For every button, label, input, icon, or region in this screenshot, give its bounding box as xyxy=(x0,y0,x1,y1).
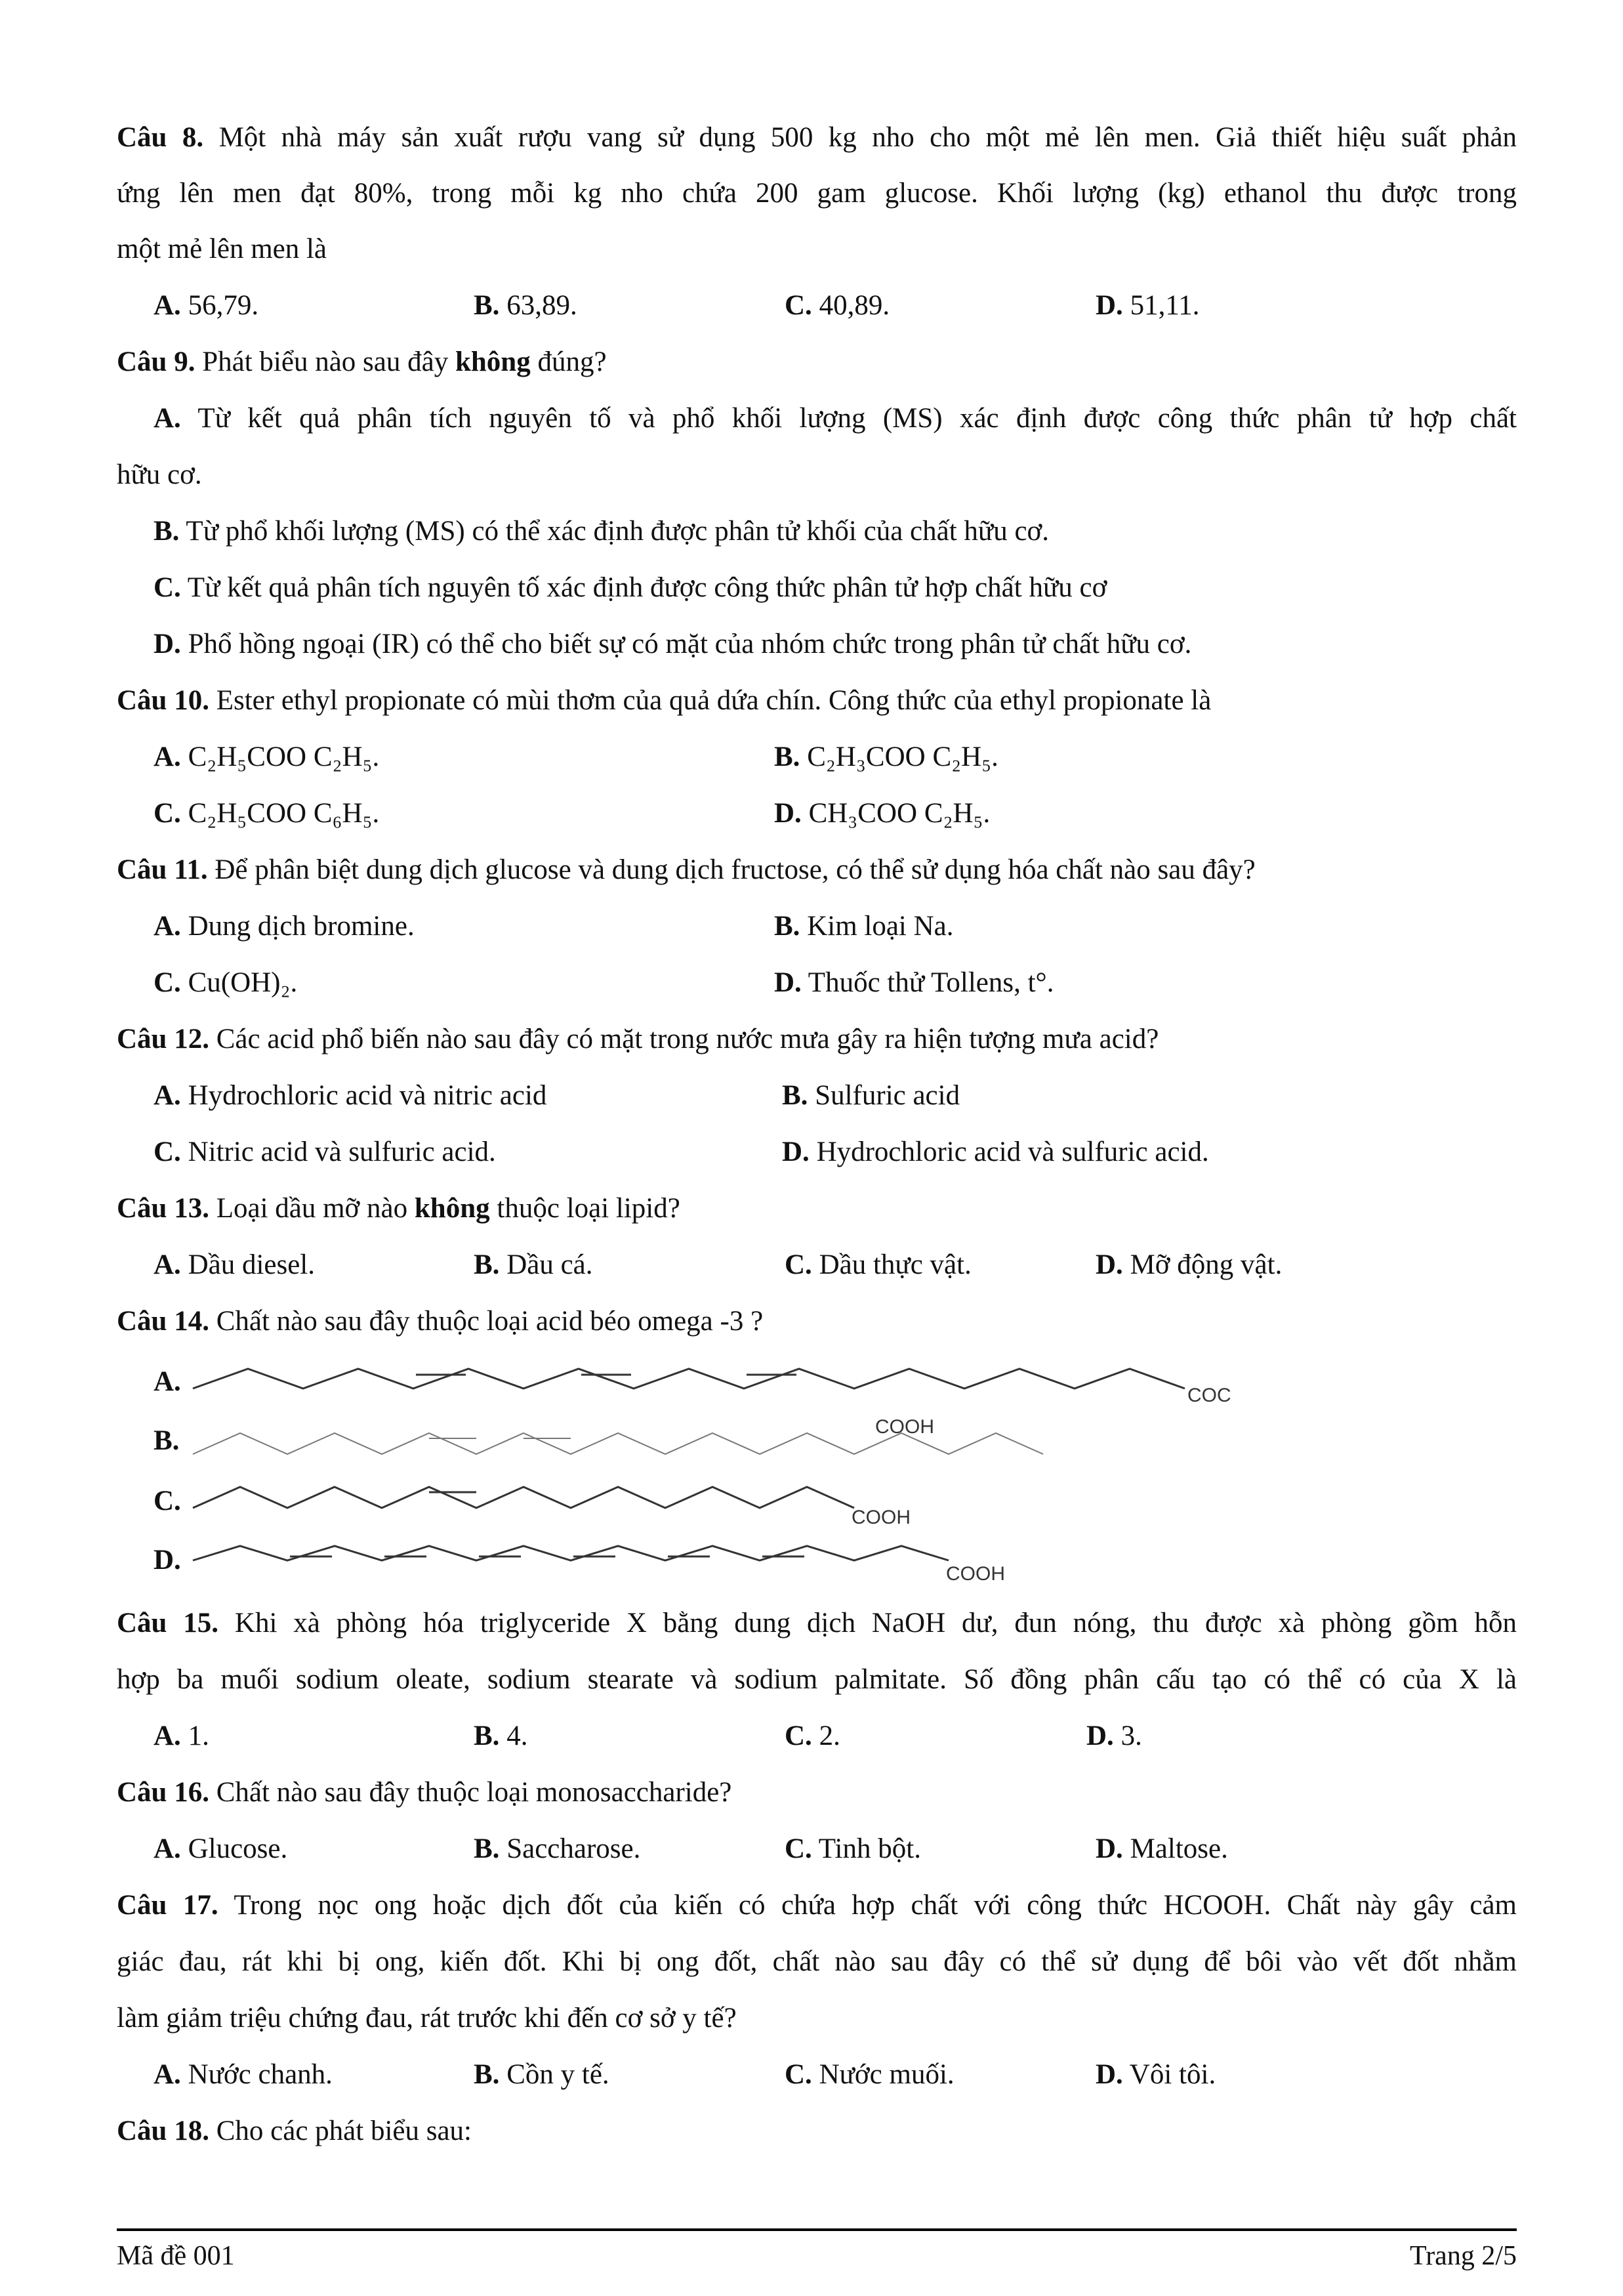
q12-option-b: B. Sulfuric acid xyxy=(782,1080,960,1111)
q10-option-a: A. C₂H₅COO C₂H₅. xyxy=(154,741,380,772)
page-number: Trang 2/5 xyxy=(1410,2241,1517,2271)
question-17-line-3: làm giảm triệu chứng đau, rát trước khi đến cơ sở y tế? xyxy=(117,2003,737,2034)
q17-option-a: A. Nước chanh. xyxy=(154,2059,333,2090)
q13-option-c: C. Dầu thực vật. xyxy=(785,1249,972,1280)
question-10-stem: Câu 10. Ester ethyl propionate có mùi thơm của quả dứa chín. Công thức của ethyl propionate là xyxy=(117,685,1212,716)
q16-option-d: D. Maltose. xyxy=(1096,1833,1228,1864)
q8-option-d: D. 51,11. xyxy=(1096,290,1200,321)
q14-option-a-skeletal-formula xyxy=(193,1362,1231,1415)
q10-option-c: C. C₂H₅COO C₆H₅. xyxy=(154,798,380,829)
q11-option-c: C. Cu(OH)₂. xyxy=(154,967,298,998)
functional-group-label: COC xyxy=(1187,1385,1231,1406)
q9-option-b: B. Từ phổ khối lượng (MS) có thể xác định được phân tử khối của chất hữu cơ. xyxy=(154,516,1050,547)
q13-option-d: D. Mỡ động vật. xyxy=(1096,1249,1283,1280)
question-15-line-1: Câu 15. Khi xà phòng hóa triglyceride X bằng dung dịch NaOH dư, đun nóng, thu được xà phòng gồm hỗn xyxy=(117,1608,1517,1639)
exam-code: Mã đề 001 xyxy=(117,2241,235,2271)
q12-option-c: C. Nitric acid và sulfuric acid. xyxy=(154,1137,496,1167)
q8-option-a: A. 56,79. xyxy=(154,290,259,321)
question-8-line-3: một mẻ lên men là xyxy=(117,234,327,264)
footer-rule xyxy=(117,2228,1517,2231)
q16-option-c: C. Tinh bột. xyxy=(785,1833,921,1864)
q13-option-a: A. Dầu diesel. xyxy=(154,1249,315,1280)
q15-option-a: A. 1. xyxy=(154,1721,209,1751)
q17-option-d: D. Vôi tôi. xyxy=(1096,2059,1216,2090)
question-9-stem: Câu 9. Phát biểu nào sau đây không đúng? xyxy=(117,346,607,377)
question-17-line-2: giác đau, rát khi bị ong, kiến đốt. Khi bị ong đốt, chất nào sau đây có thể sử dụng để bôi vào vết đốt nhằm xyxy=(117,1946,1517,1977)
functional-group-label: COOH xyxy=(852,1507,911,1528)
exam-page: Câu 8. Một nhà máy sản xuất rượu vang sử dụng 500 kg nho cho một mẻ lên men. Giả thiết hiệu suất phản ứng lên men đạt 80%, trong mỗi kg nho chứa 200 gam glucose. Khối lượng (kg) ethanol thu được trong một mẻ lên men là A. 56,79. B. 63,89. C. 40,89. D. 51,11. Câu 9. Phát biểu nào sau đây không đúng? A. Từ kết quả phân tích nguyên tố và phổ khối lượng (MS) xác định được công thức phân tử hợp chất hữu cơ. B. Từ phổ khối lượng (MS) có thể xác định được phân tử khối của chất hữu cơ. C. Từ kết quả phân tích nguyên tố xác định được công thức phân tử hợp chất hữu cơ D. Phổ hồng ngoại (IR) có thể cho biết sự có mặt của nhóm chức trong phân tử chất hữu cơ. Câu 10. Ester ethyl propionate có mùi thơm của quả dứa chín. Công thức của ethyl propionate là A. C₂H₅COO C₂H₅. B. C₂H₃COO C₂H₅. C. C₂H₅COO C₆H₅. D. CH₃COO C₂H₅. Câu 11. Để phân biệt dung dịch glucose và dung dịch fructose, có thể sử dụng hóa chất nào sau đây? A. Dung dịch bromine. B. Kim loại Na. C. Cu(OH)₂. D. Thuốc thử Tollens, t°. Câu 12. Các acid phổ biến nào sau đây có mặt trong nước mưa gây ra hiện tượng mưa acid? A. Hydrochloric acid và nitric acid B. Sulfuric acid C. Nitric acid và sulfuric acid. D. Hydrochloric acid và sulfuric acid. Câu 13. Loại dầu mỡ nào không thuộc loại lipid? A. Dầu diesel. B. Dầu cá. C. Dầu thực vật. D. Mỡ động vật. Câu 14. Chất nào sau đây thuộc loại acid béo omega -3 ? A. COC B. COOH C. COOH D. COOH Câu 15. Khi xà phòng hóa triglyceride X bằng dung dịch NaOH dư, đun nóng, thu được xà phòng gồm hỗn hợp ba muối sodium oleate, sodium stearate và sodium palmitate. Số đồng phân cấu tạo có thể có của X là A. 1. B. 4. C. 2. D. 3. Câu 16. Chất nào sau đây thuộc loại monosaccharide? A. Glucose. B. Saccharose. C. Tinh bột. D. Maltose. Câu 17. Trong nọc ong hoặc dịch đốt của kiến có chứa hợp chất với công thức HCOOH. Chất này gây cảm giác đau, rát khi bị ong, kiến đốt. Khi bị ong đốt, chất nào sau đây có thể sử dụng để bôi vào vết đốt nhằm làm giảm triệu chứng đau, rát trước khi đến cơ sở y tế? A. Nước chanh. B. Cồn y tế. C. Nước muối. D. Vôi tôi. Câu 18. Cho các phát biểu sau: Mã đề 001 Trang 2/5 xyxy=(0,0,1623,2296)
question-8-line-1: Câu 8. Một nhà máy sản xuất rượu vang sử dụng 500 kg nho cho một mẻ lên men. Giả thiết hiệu suất phản xyxy=(117,122,1517,153)
question-8-line-2: ứng lên men đạt 80%, trong mỗi kg nho chứa 200 gam glucose. Khối lượng (kg) ethanol thu được trong xyxy=(117,178,1517,209)
carbon-chain xyxy=(193,1487,854,1508)
q10-option-d: D. CH₃COO C₂H₅. xyxy=(774,798,991,829)
question-14-stem: Câu 14. Chất nào sau đây thuộc loại acid béo omega -3 ? xyxy=(117,1306,764,1337)
q9-option-a-line-1: A. Từ kết quả phân tích nguyên tố và phổ khối lượng (MS) xác định được công thức phân tử hợp chất xyxy=(154,403,1517,434)
q11-option-b: B. Kim loại Na. xyxy=(774,911,954,942)
q16-option-b: B. Saccharose. xyxy=(474,1833,641,1864)
q9-option-d: D. Phổ hồng ngoại (IR) có thể cho biết sự có mặt của nhóm chức trong phân tử chất hữu cơ. xyxy=(154,629,1192,659)
q17-option-c: C. Nước muối. xyxy=(785,2059,955,2090)
q12-option-d: D. Hydrochloric acid và sulfuric acid. xyxy=(782,1137,1209,1167)
q9-option-a-line-2: hữu cơ. xyxy=(117,459,202,490)
question-17-line-1: Câu 17. Trong nọc ong hoặc dịch đốt của kiến có chứa hợp chất với công thức HCOOH. Chất này gây cảm xyxy=(117,1890,1517,1921)
q10-option-b: B. C₂H₃COO C₂H₅. xyxy=(774,741,998,772)
q8-option-b: B. 63,89. xyxy=(474,290,577,321)
q14-option-c-skeletal-formula xyxy=(193,1482,1216,1534)
question-11-stem: Câu 11. Để phân biệt dung dịch glucose và dung dịch fructose, có thể sử dụng hóa chất nào sau đây? xyxy=(117,854,1256,885)
question-16-stem: Câu 16. Chất nào sau đây thuộc loại monosaccharide? xyxy=(117,1777,732,1808)
q9-option-c: C. Từ kết quả phân tích nguyên tố xác định được công thức phân tử hợp chất hữu cơ xyxy=(154,572,1107,603)
functional-group-label: COOH xyxy=(946,1563,1005,1585)
q15-option-b: B. 4. xyxy=(474,1721,528,1751)
q14-option-d-skeletal-formula xyxy=(193,1541,1216,1593)
question-15-line-2: hợp ba muối sodium oleate, sodium stearate và sodium palmitate. Số đồng phân cấu tạo có thể có của X là xyxy=(117,1664,1517,1695)
question-18-stem: Câu 18. Cho các phát biểu sau: xyxy=(117,2116,472,2146)
carbon-chain xyxy=(193,1369,1185,1388)
q16-option-a: A. Glucose. xyxy=(154,1833,288,1864)
q15-option-d: D. 3. xyxy=(1086,1721,1142,1751)
q11-option-a: A. Dung dịch bromine. xyxy=(154,911,415,942)
functional-group-label: COOH xyxy=(875,1416,934,1438)
question-12-stem: Câu 12. Các acid phổ biến nào sau đây có mặt trong nước mưa gây ra hiện tượng mưa acid? xyxy=(117,1024,1159,1054)
question-number: Câu 8. xyxy=(117,122,204,153)
q8-option-c: C. 40,89. xyxy=(785,290,890,321)
carbon-chain xyxy=(193,1546,949,1560)
question-13-stem: Câu 13. Loại dầu mỡ nào không thuộc loại lipid? xyxy=(117,1193,680,1224)
q14-option-b-skeletal-formula xyxy=(193,1416,1216,1474)
q11-option-d: D. Thuốc thử Tollens, t°. xyxy=(774,967,1054,998)
q13-option-b: B. Dầu cá. xyxy=(474,1249,593,1280)
q17-option-b: B. Cồn y tế. xyxy=(474,2059,609,2090)
q12-option-a: A. Hydrochloric acid và nitric acid xyxy=(154,1080,547,1111)
q15-option-c: C. 2. xyxy=(785,1721,840,1751)
